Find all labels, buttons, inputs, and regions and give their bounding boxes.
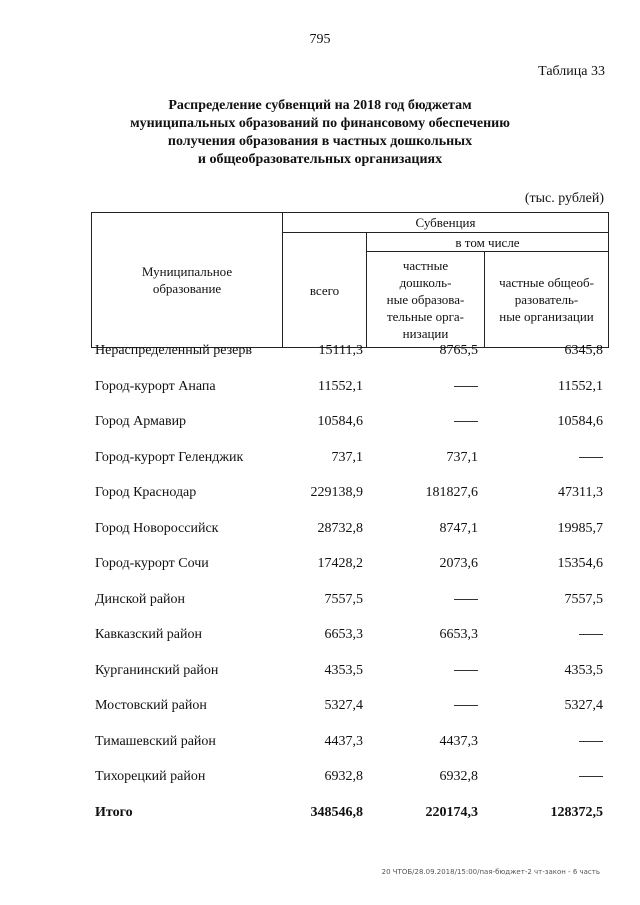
empty-value-dash <box>579 634 603 635</box>
total-value: 4437,3 <box>324 733 363 749</box>
title-line: получения образования в частных дошкольных <box>167 134 473 149</box>
general-value <box>579 734 603 750</box>
header-general <box>485 252 608 347</box>
preschool-value: 4437,3 <box>439 733 478 749</box>
municipality-name: Кавказский район <box>95 627 203 642</box>
preschool-value <box>454 592 478 608</box>
header-general-line: ные организации <box>499 309 594 324</box>
general-value: 6345,8 <box>564 343 603 358</box>
unit-note: (тыс. рублей) <box>524 191 604 206</box>
header-municipality <box>92 213 282 347</box>
total-value: 11552,1 <box>318 378 363 394</box>
preschool-value: 737,1 <box>446 449 478 465</box>
header-general-line: разователь- <box>514 292 579 307</box>
empty-value-dash <box>454 599 478 600</box>
general-value: 15354,6 <box>557 556 603 571</box>
preschool-value <box>454 698 478 714</box>
header-rule <box>608 212 609 348</box>
header-preschool-line: ные образова- <box>386 292 465 307</box>
municipality-name: Мостовский район <box>95 698 207 713</box>
total-label: Итого <box>95 804 133 820</box>
header-preschool <box>367 252 484 347</box>
municipality-name: Город-курорт Геленджик <box>95 449 244 465</box>
preschool-value <box>454 379 478 395</box>
general-value <box>579 769 603 785</box>
header-preschool-line: дошколь- <box>399 275 452 290</box>
general-value <box>579 450 603 466</box>
general-value: 7557,5 <box>564 591 603 607</box>
preschool-value: 8765,5 <box>439 343 478 358</box>
total-value: 6653,3 <box>324 627 363 642</box>
general-value: 5327,4 <box>564 698 603 713</box>
preschool-value <box>454 663 478 679</box>
empty-value-dash <box>579 741 603 742</box>
title-line: муниципальных образований по финансовому обеспечению <box>130 116 510 131</box>
municipality-name: Город Армавир <box>95 414 187 429</box>
preschool-value: 181827,6 <box>425 485 478 500</box>
empty-value-dash <box>454 421 478 422</box>
municipality-name: Город Новороссийск <box>95 520 219 536</box>
total-value: 10584,6 <box>317 414 363 429</box>
grand-preschool-value: 220174,3 <box>425 804 478 820</box>
header-municipality-line: образование <box>152 281 222 296</box>
preschool-value <box>454 414 478 430</box>
header-subvention: Субвенция <box>415 215 476 230</box>
municipality-name: Город-курорт Сочи <box>95 556 209 571</box>
total-value: 737,1 <box>331 449 363 465</box>
title-line: Распределение субвенций на 2018 год бюджетам <box>168 98 472 113</box>
municipality-name: Город Краснодар <box>95 485 197 500</box>
general-value: 11552,1 <box>558 378 603 394</box>
table-title <box>0 97 640 169</box>
page-number: 795 <box>309 32 331 47</box>
municipality-name: Тимашевский район <box>95 733 216 749</box>
table-body <box>91 343 609 847</box>
empty-value-dash <box>579 776 603 777</box>
header-preschool-line: низации <box>402 326 449 341</box>
total-value: 4353,5 <box>324 662 363 678</box>
footer-stamp: 20 ЧТОБ/28.09.2018/15:00/пая-бюджет-2 чт-закон - 6 часть <box>381 868 600 876</box>
general-value: 4353,5 <box>564 662 603 678</box>
total-value: 17428,2 <box>317 556 363 571</box>
municipality-name: Город-курорт Анапа <box>95 378 216 394</box>
header-including: в том числе <box>455 234 520 250</box>
empty-value-dash <box>454 386 478 387</box>
municipality-name: Динской район <box>95 591 186 607</box>
total-value: 6932,8 <box>324 769 363 784</box>
table-label: Таблица 33 <box>538 64 605 79</box>
header-preschool-line: частные <box>402 258 449 273</box>
empty-value-dash <box>454 705 478 706</box>
general-value: 47311,3 <box>558 485 603 500</box>
table-header <box>91 212 609 348</box>
total-value: 7557,5 <box>324 591 363 607</box>
grand-general-value: 128372,5 <box>550 804 603 820</box>
preschool-value: 6653,3 <box>439 627 478 642</box>
header-municipality-line: Муниципальное <box>141 264 233 279</box>
title-line: и общеобразовательных организациях <box>197 152 443 167</box>
empty-value-dash <box>579 457 603 458</box>
municipality-name: Тихорецкий район <box>95 769 206 784</box>
total-row <box>91 804 609 848</box>
empty-value-dash <box>454 670 478 671</box>
header-general-line: частные общеоб- <box>499 275 594 290</box>
preschool-value: 2073,6 <box>439 556 478 571</box>
municipality-name: Курганинский район <box>95 662 219 678</box>
municipality-name: Нераспределенный резерв <box>95 343 252 358</box>
general-value: 19985,7 <box>557 520 603 536</box>
total-value: 28732,8 <box>317 520 363 536</box>
total-value: 229138,9 <box>310 485 363 500</box>
grand-total-value: 348546,8 <box>310 804 363 820</box>
preschool-value: 6932,8 <box>439 769 478 784</box>
total-value: 15111,3 <box>318 343 363 358</box>
total-value: 5327,4 <box>324 698 363 713</box>
header-preschool-line: тельные орга- <box>386 309 464 324</box>
general-value <box>579 627 603 643</box>
header-total: всего <box>309 282 340 298</box>
general-value: 10584,6 <box>557 414 603 429</box>
preschool-value: 8747,1 <box>439 520 478 536</box>
